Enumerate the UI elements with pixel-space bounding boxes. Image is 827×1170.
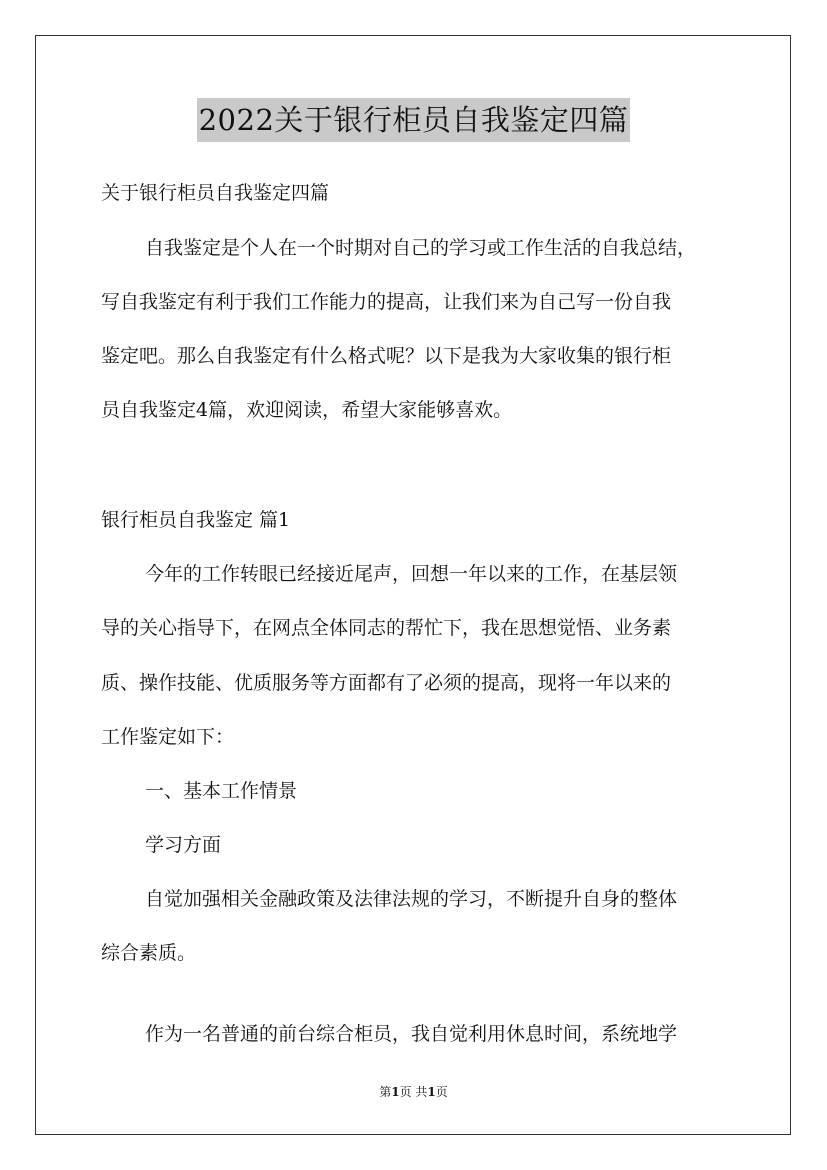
paragraph-line: 工作鉴定如下： [101, 726, 235, 748]
paragraph-line: 综合素质。 [101, 942, 197, 964]
page-footer [0, 1084, 827, 1100]
paragraph-line: 质、操作技能、优质服务等方面都有了必须的提高，现将一年以来的 [101, 672, 672, 694]
paragraph-line: 导的关心指导下，在网点全体同志的帮忙下，我在思想觉悟、业务素 [101, 617, 672, 639]
paragraph-line: 鉴定吧。那么自我鉴定有什么格式呢？以下是我为大家收集的银行柜 [101, 345, 672, 367]
footer-prefix: 第 [379, 1085, 392, 1099]
footer-mid: 页 共 [399, 1085, 428, 1099]
subsection-heading: 一、基本工作情景 [145, 780, 298, 802]
paragraph-line: 自觉加强相关金融政策及法律法规的学习，不断提升自身的整体 [145, 888, 678, 910]
subtitle-line: 关于银行柜员自我鉴定四篇 [101, 182, 330, 204]
paragraph-line: 作为一名普通的前台综合柜员，我自觉利用休息时间，系统地学 [145, 1023, 678, 1045]
footer-suffix: 页 [435, 1085, 448, 1099]
paragraph-line: 自我鉴定是个人在一个时期对自己的学习或工作生活的自我总结， [145, 237, 697, 259]
paragraph-line: 写自我鉴定有利于我们工作能力的提高，让我们来为自己写一份自我 [101, 291, 672, 313]
footer-total-pages: 1 [427, 1085, 436, 1099]
paragraph-line: 员自我鉴定4篇，欢迎阅读，希望大家能够喜欢。 [101, 399, 513, 421]
section-heading: 银行柜员自我鉴定 篇1 [101, 509, 291, 531]
title-container [0, 98, 827, 142]
subsection-heading: 学习方面 [145, 834, 222, 856]
document-title: 2022关于银行柜员自我鉴定四篇 [197, 98, 631, 142]
footer-page-number: 1 [391, 1085, 400, 1099]
paragraph-line: 今年的工作转眼已经接近尾声，回想一年以来的工作，在基层领 [145, 563, 678, 585]
